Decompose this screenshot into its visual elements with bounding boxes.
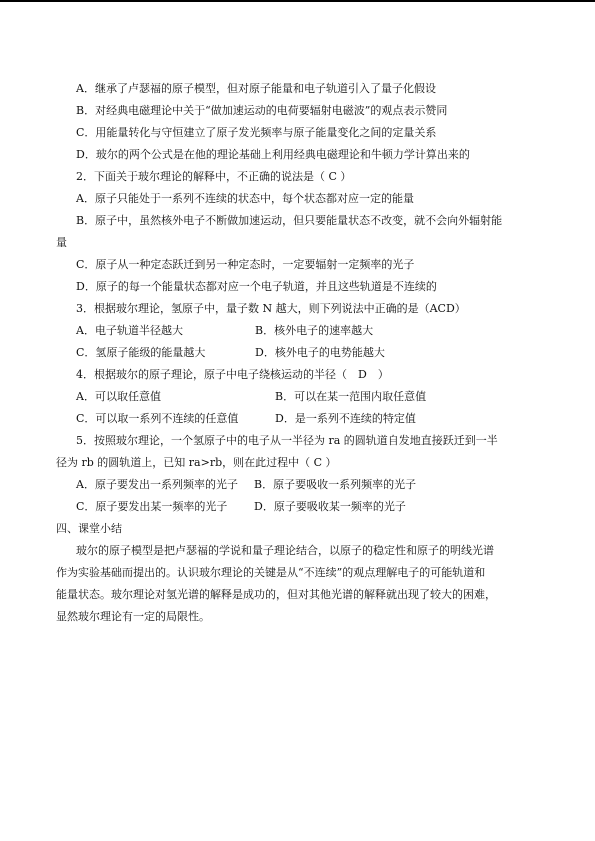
summary-line: 玻尔的原子模型是把卢瑟福的学说和量子理论结合，以原子的稳定性和原子的明线光谱	[76, 544, 494, 557]
question-line: 2．下面关于玻尔理论的解释中，不正确的说法是（ C ）	[76, 170, 352, 183]
question-line: 3．根据玻尔理论，氢原子中，量子数 N 越大，则下列说法中正确的是（ACD）	[76, 302, 466, 315]
option-line: A．继承了卢瑟福的原子模型，但对原子能量和电子轨道引入了量子化假设	[76, 82, 436, 95]
summary-line: 作为实验基础而提出的。认识玻尔理论的关键是从“不连续”的观点理解电子的可能轨道和	[56, 566, 486, 579]
option-left: A．电子轨道半径越大	[76, 324, 183, 337]
option-right: D．原子要吸收某一频率的光子	[254, 500, 406, 513]
option-pair	[0, 386, 595, 408]
option-line-continued: 量	[56, 236, 67, 249]
summary-line: 显然玻尔理论有一定的局限性。	[56, 610, 210, 623]
document-page	[0, 78, 595, 628]
option-left: C．氢原子能级的能量越大	[76, 346, 206, 359]
option-line: D．原子的每一个能量状态都对应一个电子轨道，并且这些轨道是不连续的	[76, 280, 437, 293]
option-pair	[0, 474, 595, 496]
option-line: C．用能量转化与守恒建立了原子发光频率与原子能量变化之间的定量关系	[76, 126, 437, 139]
option-left: A．可以取任意值	[76, 390, 161, 403]
option-line: B．原子中，虽然核外电子不断做加速运动，但只要能量状态不改变，就不会向外辐射能	[76, 214, 503, 227]
option-pair	[0, 408, 595, 430]
option-right: D．核外电子的电势能越大	[255, 346, 385, 359]
option-left: A．原子要发出一系列频率的光子	[76, 478, 238, 491]
question-line-continued: 径为 rb 的圆轨道上，已知 ra>rb，则在此过程中（ C ）	[56, 456, 337, 469]
option-right: B．核外电子的速率越大	[255, 324, 374, 337]
option-line: D．玻尔的两个公式是在他的理论基础上利用经典电磁理论和牛顿力学计算出来的	[76, 148, 470, 161]
section-heading: 四、课堂小结	[56, 522, 122, 535]
option-right: D．是一系列不连续的特定值	[275, 412, 416, 425]
option-pair	[0, 496, 595, 518]
question-line: 4．根据玻尔的原子理论，原子中电子绕核运动的半径（ D ）	[76, 368, 389, 381]
option-left: C．原子要发出某一频率的光子	[76, 500, 228, 513]
question-line: 5．按照玻尔理论，一个氢原子中的电子从一半径为 ra 的圆轨道自发地直接跃迁到一半	[76, 434, 498, 447]
option-line: B．对经典电磁理论中关于“做加速运动的电荷要辐射电磁波”的观点表示赞同	[76, 104, 448, 117]
option-right: B．原子要吸收一系列频率的光子	[254, 478, 417, 491]
option-line: C．原子从一种定态跃迁到另一种定态时，一定要辐射一定频率的光子	[76, 258, 415, 271]
page-top-rule	[0, 0, 595, 2]
option-line: A．原子只能处于一系列不连续的状态中，每个状态都对应一定的能量	[76, 192, 414, 205]
option-right: B．可以在某一范围内取任意值	[275, 390, 427, 403]
option-left: C．可以取一系列不连续的任意值	[76, 412, 239, 425]
summary-line: 能量状态。玻尔理论对氢光谱的解释是成功的，但对其他光谱的解释就出现了较大的困难，	[56, 588, 496, 601]
option-pair	[0, 342, 595, 364]
option-pair	[0, 320, 595, 342]
